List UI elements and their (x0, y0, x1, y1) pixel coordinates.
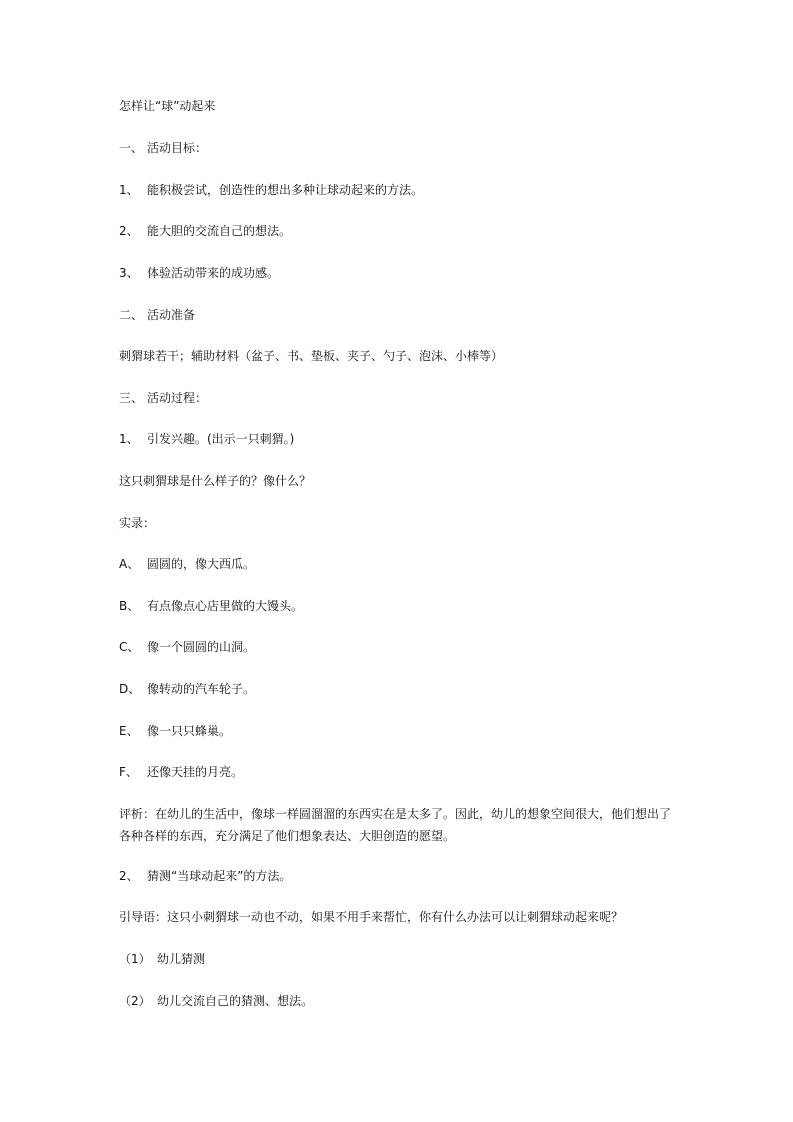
answer-text: 像一只只蜂巢。 (147, 724, 232, 738)
list-marker: A、 (119, 557, 140, 571)
goal-text: 体验活动带来的成功感。 (147, 266, 280, 280)
answer-text: 像一个圆圆的山洞。 (147, 640, 256, 654)
answer-text: 圆圆的，像大西瓜。 (147, 557, 256, 571)
step-text: 引发兴趣。(出示一只刺猬。) (147, 432, 295, 446)
list-marker: 3、 (119, 266, 139, 280)
answer-text: 还像天挂的月亮。 (147, 765, 244, 779)
document-title: 怎样让“球”动起来 (119, 99, 216, 113)
section-heading-goals (119, 141, 207, 156)
section-marker: 一、 (119, 141, 144, 155)
answer-text: 像转动的汽车轮子。 (147, 682, 256, 696)
list-marker: B、 (119, 599, 140, 613)
goal-text: 能大胆的交流自己的想法。 (147, 224, 292, 238)
list-marker: C、 (119, 640, 140, 654)
comment-paragraph (119, 803, 679, 847)
list-marker: （2） (119, 994, 151, 1008)
list-marker: F、 (119, 765, 138, 779)
answer-text: 有点像点心店里做的大馒头。 (147, 599, 304, 613)
list-marker: 1、 (119, 432, 139, 446)
goal-text: 能积极尝试，创造性的想出多种让球动起来的方法。 (147, 183, 424, 197)
list-marker: 2、 (119, 224, 139, 238)
section-heading-preparation (119, 308, 195, 323)
goal-item-1 (119, 183, 423, 198)
list-marker: （1） (119, 952, 151, 966)
section-heading-text: 活动目标： (147, 141, 208, 155)
section-heading-process (119, 391, 207, 406)
answer-item-b (119, 599, 303, 614)
substep-item-2 (119, 994, 313, 1009)
section-marker: 三、 (119, 391, 144, 405)
list-marker: 1、 (119, 183, 139, 197)
step-item-2 (119, 869, 291, 884)
comment-line: 各种各样的东西，充分满足了他们想象表达、大胆创造的愿望。 (119, 829, 456, 843)
goal-item-2 (119, 224, 291, 239)
list-marker: 2、 (119, 869, 139, 883)
answer-item-a (119, 557, 255, 572)
answer-item-f (119, 765, 243, 780)
question-text: 这只刺猬球是什么样子的？像什么？ (119, 474, 312, 488)
section-heading-text: 活动准备 (147, 308, 196, 322)
substep-item-1 (119, 952, 205, 967)
list-marker: E、 (119, 724, 139, 738)
answer-item-e (119, 724, 231, 739)
section-heading-text: 活动过程： (147, 391, 208, 405)
answer-item-c (119, 640, 255, 655)
record-label: 实录： (119, 516, 156, 530)
step-item-1 (119, 432, 294, 447)
answer-item-d (119, 682, 255, 697)
guide-text: 引导语：这只小刺猬球一动也不动，如果不用手来帮忙，你有什么办法可以让刺猬球动起来呢？ (119, 910, 624, 924)
substep-text: 幼儿交流自己的猜测、想法。 (157, 994, 314, 1008)
goal-item-3 (119, 266, 279, 281)
substep-text: 幼儿猜测 (157, 952, 206, 966)
materials-text: 刺猬球若干；辅助材料（盆子、书、垫板、夹子、勺子、泡沫、小棒等） (119, 349, 504, 363)
comment-line: 评析：在幼儿的生活中，像球一样圆溜溜的东西实在是太多了。因此，幼儿的想象空间很大，他们想出了 (119, 807, 672, 821)
list-marker: D、 (119, 682, 141, 696)
section-marker: 二、 (119, 308, 144, 322)
step-text: 猜测“当球动起来”的方法。 (147, 869, 292, 883)
